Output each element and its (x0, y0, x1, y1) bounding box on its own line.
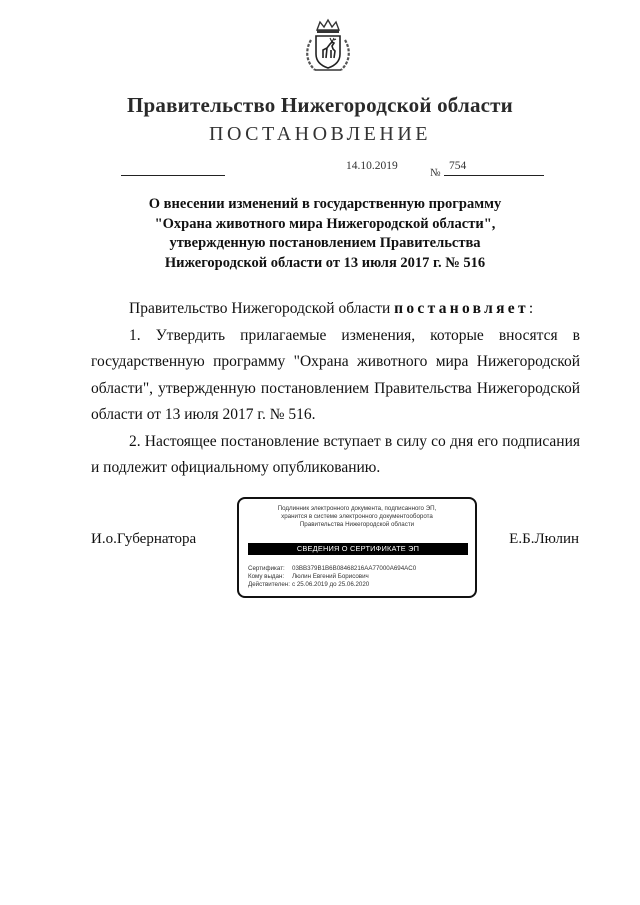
intro-suffix: : (528, 300, 534, 317)
subject-line: "Охрана животного мира Нижегородской области", (154, 215, 496, 232)
number-sign: № (430, 167, 441, 179)
stamp-note (245, 505, 469, 529)
document-subject (120, 195, 530, 273)
signatory-position: И.о.Губернатора (91, 531, 197, 547)
subject-line: утвержденную постановлением Правительства (169, 235, 481, 251)
organization-title: Правительство Нижегородской области (127, 93, 513, 117)
stamp-note-line: хранится в системе электронного документооборота (281, 513, 433, 520)
document-type: ПОСТАНОВЛЕНИЕ (209, 123, 431, 145)
stamp-details (248, 565, 416, 589)
stamp-title: СВЕДЕНИЯ О СЕРТИФИКАТЕ ЭП (248, 543, 468, 555)
valid-value: с 25.06.2019 до 25.06.2020 (292, 581, 370, 588)
issued-to-label: Кому выдан: (248, 573, 285, 580)
issued-to-value: Люлин Евгений Борисович (292, 573, 369, 580)
certificate-label: Сертификат: (248, 565, 285, 572)
stamp-note-line: Правительства Нижегородской области (299, 521, 415, 528)
signatory-name: Е.Б.Люлин (509, 531, 579, 547)
subject-line: Нижегородской области от 13 июля 2017 г. № 516 (164, 254, 486, 271)
stamp-valid-row (248, 581, 416, 589)
electronic-signature-stamp (237, 497, 477, 598)
stamp-issued-row (248, 573, 416, 581)
certificate-value: 03BB379B1B6B08468216AA77000A694AC0 (292, 565, 417, 572)
intro-keyword: постановляет (394, 300, 529, 317)
paragraph-2: 2. Настоящее постановление вступает в силу со дня его подписания и подлежит официальному опубликованию. (91, 432, 580, 476)
paragraph-1: 1. Утвердить прилагаемые изменения, которые вносятся в государственную программу "Охрана животного мира Нижегородской области", утвержденную постановлением Правительства Нижегородской области от 13 июля 2017 г. № 516. (91, 326, 580, 423)
document-date: 14.10.2019 (346, 160, 398, 172)
number-underline (444, 175, 544, 176)
document-number: 754 (449, 160, 467, 172)
date-underline (121, 175, 225, 176)
stamp-note-line: Подлинник электронного документа, подписанного ЭП, (277, 505, 437, 512)
stamp-certificate-row (248, 565, 416, 573)
intro-prefix: Правительство Нижегородской области (129, 300, 395, 317)
valid-label: Действителен: (248, 581, 290, 588)
coat-of-arms-icon (303, 18, 353, 74)
intro-paragraph (91, 296, 580, 323)
subject-line: О внесении изменений в государственную программу (148, 196, 502, 212)
document-body (91, 296, 580, 482)
